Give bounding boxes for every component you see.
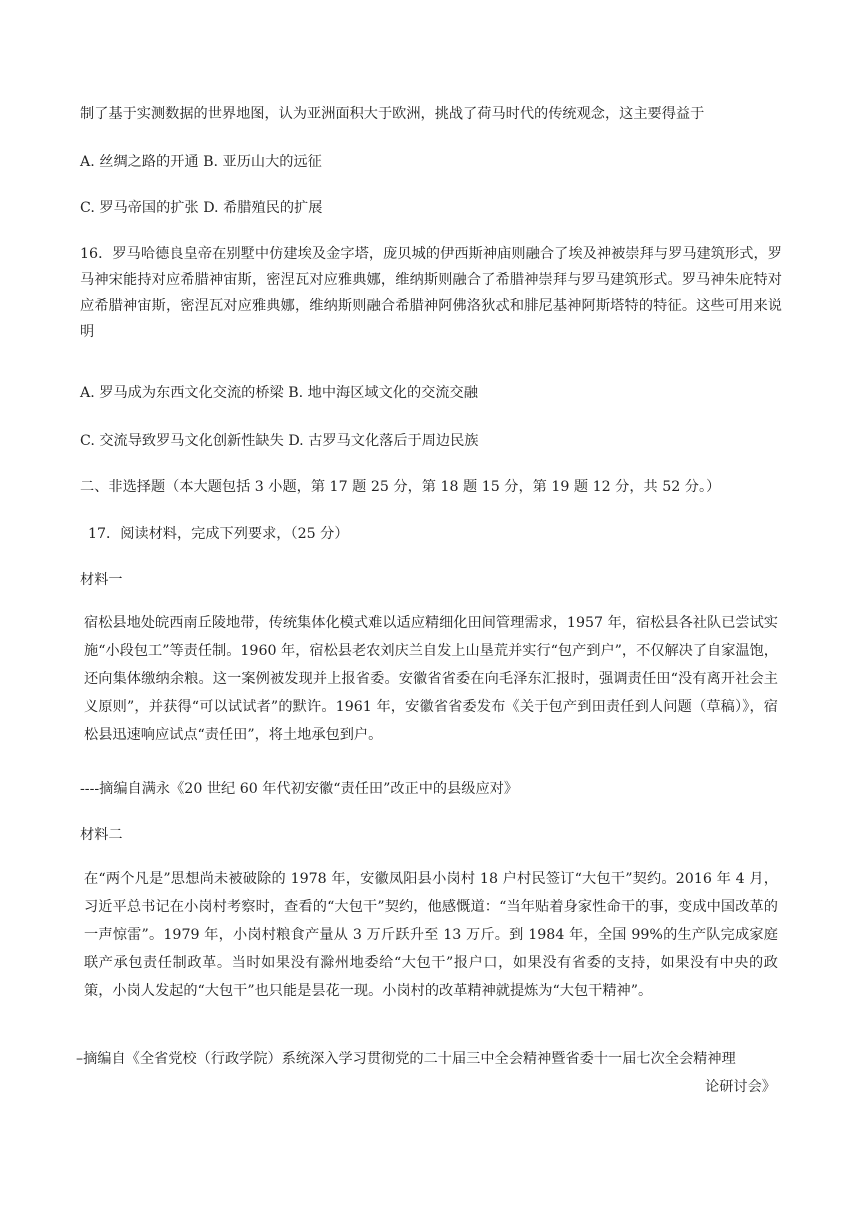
q15-options-cd: C. 罗马帝国的扩张 D. 希腊殖民的扩展 xyxy=(80,200,323,216)
q17-prompt: 17．阅读材料，完成下列要求，（25 分） xyxy=(88,526,349,542)
material2-text: 在“两个凡是”思想尚未被破除的 1978 年，安徽凤阳县小岗村 18 户村民签订“大包干”契约。2016 年 4 月，习近平总书记在小岗村考察时，查看的“大包干”契约，他感慨道：“当年贴着身家性命干的事，变成中国改革的一声惊雷”。1979 年，小岗村粮食产量从 3 万斤跃升至 13 万斤。到 1984 年，全国 99%的生产队完成家庭联产承包责任制政革。当时如果没有滁州地委给“大包干”报户口，如果没有省委的支持，如果没有中央的政策，小岗人发起的“大包干”也只能是昙花一现。小岗村的改革精神就提炼为“大包干精神”。 xyxy=(84,871,778,999)
material1-text: 宿松县地处皖西南丘陵地带，传统集体化模式难以适应精细化田间管理需求，1957 年，宿松县各社队已尝试实施“小段包工”等责任制。1960 年，宿松县老农刘庆兰自发上山垦荒并实行“包产到户”，不仅解决了自家温饱，还向集体缴纳余粮。这一案例被发现并上报省委。安徽省省委在向毛泽东汇报时，强调责任田“没有离开社会主义原则”，并获得“可以试试者”的默许。1961 年，安徽省省委发布《关于包产到田责任到人问题（草稿）》，宿松县迅速响应试点“责任田”，将土地承包到户。 xyxy=(84,615,778,743)
section2-heading: 二、非选择题（本大题包括 3 小题，第 17 题 25 分，第 18 题 15 分，第 19 题 12 分，共 52 分。） xyxy=(80,479,721,495)
material2-label: 材料二 xyxy=(80,827,123,843)
material1-source: ----摘编自满永《20 世纪 60 年代初安徽“责任田”改正中的县级应对》 xyxy=(80,781,519,797)
material1-label: 材料一 xyxy=(80,572,123,588)
q16-options-cd: C. 交流导致罗马文化创新性缺失 D. 古罗马文化落后于周边民族 xyxy=(80,433,479,449)
q16-stem: 16．罗马哈德良皇帝在别墅中仿建埃及金字塔，庞贝城的伊西斯神庙则融合了埃及神被崇拜与罗马建筑形式，罗马神宋能持对应希腊神宙斯，密涅瓦对应雅典娜，维纳斯则融合了希腊神崇拜与罗马建筑形式。罗马神朱庇特对应希腊神宙斯，密涅瓦对应雅典娜，维纳斯则融合希腊神阿佛洛狄忒和腓尼基神阿斯塔特的特征。这些可用来说明 xyxy=(80,246,782,340)
q15-options-ab: A. 丝绸之路的开通 B. 亚历山大的远征 xyxy=(80,154,322,170)
material2-source-line2: 论研讨会》 xyxy=(705,1079,776,1095)
material2-source-line1: –摘编自《全省党校（行政学院）系统深入学习贯彻党的二十届三中全会精神暨省委十一届七次全会精神理 xyxy=(76,1051,736,1067)
q15-stem-tail: 制了基于实测数据的世界地图，认为亚洲面积大于欧洲，挑战了荷马时代的传统观念，这主要得益于 xyxy=(80,106,705,122)
q16-options-ab: A. 罗马成为东西文化交流的桥梁 B. 地中海区域文化的交流交融 xyxy=(80,385,478,401)
